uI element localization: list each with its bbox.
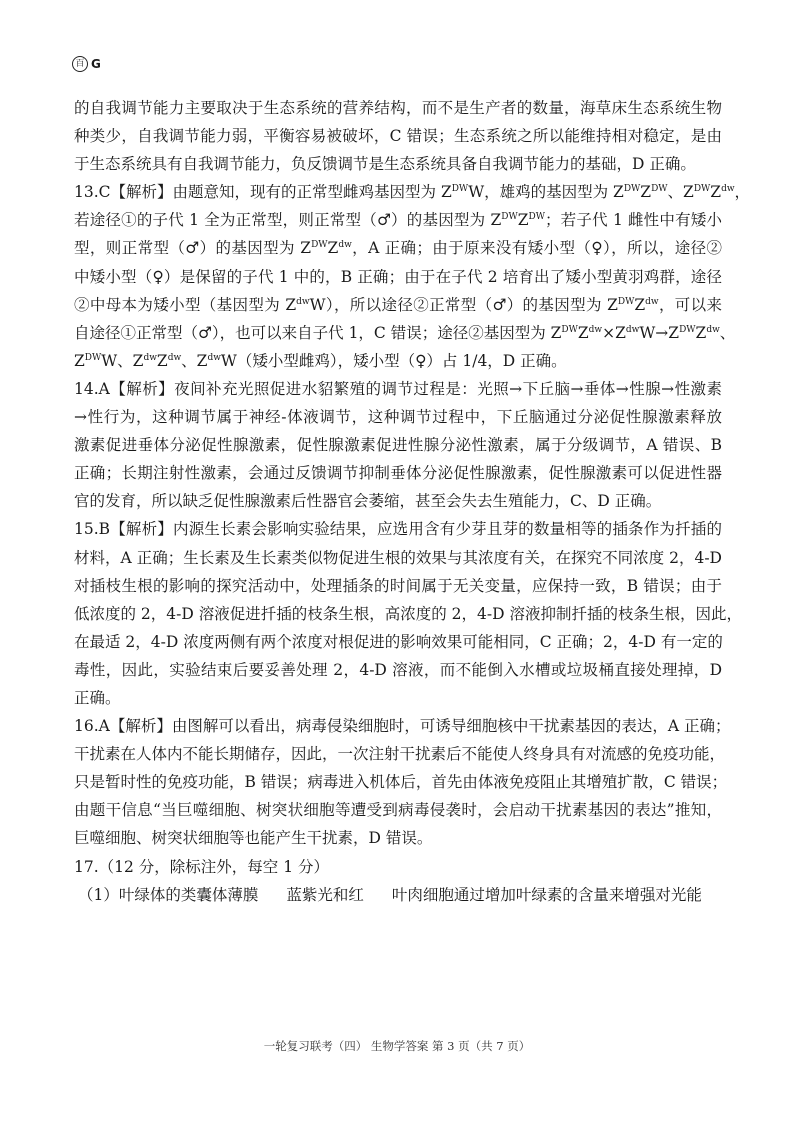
q15-line: 正确。	[74, 688, 121, 707]
q12-line: 于生态系统具有自我调节能力，负反馈调节是生态系统具备自我调节能力的基础，D 正确。	[74, 155, 696, 174]
q17-heading: 17.（12 分，除标注外，每空 1 分）	[74, 857, 330, 876]
q14-line: →性行为，这种调节属于神经-体液调节，这种调节过程中，下丘脑通过分泌促性腺激素释放	[74, 408, 722, 427]
q16-line: 干扰素在人体内不能长期储存，因此，一次注射干扰素后不能使人终身具有对流感的免疫功能，	[74, 745, 726, 764]
answer-content	[74, 94, 751, 909]
q16-line: 只是暂时性的免疫功能，B 错误；病毒进入机体后，首先由体液免疫阻止其增殖扩散，C 错误；	[74, 773, 728, 792]
q14-line: 14.A【解析】夜间补充光照促进水貂繁殖的调节过程是：光照→下丘脑→垂体→性腺→性激素	[74, 379, 722, 398]
q15-line: 低浓度的 2，4-D 溶液促进扦插的枝条生根，高浓度的 2，4-D 溶液抑制扦插的枝条生根，因此，	[74, 604, 742, 623]
q12-line: 的自我调节能力主要取决于生态系统的营养结构，而不是生产者的数量，海草床生态系统生物	[74, 99, 722, 117]
q15-line: 对插枝生根的影响的探究活动中，处理插条的时间属于无关变量，应保持一致，B 错误；由于	[74, 576, 722, 595]
page-footer: 一轮复习联考（四） 生物学答案 第 3 页（共 7 页）	[263, 1039, 531, 1053]
q16-line: 巨噬细胞、树突状细胞等也能产生干扰素，D 错误。	[74, 829, 433, 848]
q15-line: 15.B【解析】内源生长素会影响实验结果，应选用含有少芽且芽的数量相等的插条作为扦插的	[74, 520, 722, 539]
q13-line: 自途径①正常型（♂），也可以来自子代 1，C 错误；途径②基因型为 $Z^{DW}Z^{dw}\times Z^{dw}W\to Z^{DW}Z^{dw}$、	[74, 323, 736, 342]
q14-line: 官的发育，所以缺乏促性腺激素后性器官会萎缩，甚至会失去生殖能力，C、D 正确。	[74, 492, 662, 511]
q13-line: 型，则正常型（♂）的基因型为 $Z^{DW}Z^{dw}$，A 正确；由于原来没有矮小型（♀），所以，途径②	[74, 239, 723, 258]
q14-line: 正确；长期注射性激素，会通过反馈调节抑制垂体分泌促性腺激素，促性腺激素可以促进性器	[74, 464, 722, 483]
q13-line: 若途径①的子代 1 全为正常型，则正常型（♂）的基因型为 $Z^{DW}Z^{DW}$；若子代 1 雌性中有矮小	[74, 211, 722, 230]
q14-line: 激素促进垂体分泌促性腺激素，促性腺激素促进性腺分泌性激素，属于分级调节，A 错误、B	[74, 436, 722, 455]
q13-line: ②中母本为矮小型（基因型为 $Z^{dw}W$），所以途径②正常型（♂）的基因型为 $Z^{DW}Z^{dw}$，可以来	[74, 295, 722, 314]
q12-line: 种类少，自我调节能力弱，平衡容易被破坏，C 错误；生态系统之所以能维持相对稳定，是由	[74, 127, 722, 146]
q15-line: 毒性，因此，实验结束后要妥善处理 2，4-D 溶液，而不能倒入水槽或垃圾桶直接处理掉，D	[74, 660, 722, 679]
logo-circle-char: 百	[72, 56, 88, 72]
brand-logo	[72, 56, 101, 72]
q17-answers	[74, 881, 722, 909]
logo-letter: G	[91, 57, 101, 71]
q15-line: 材料，A 正确；生长素及生长素类似物促进生根的效果与其浓度有关，在探究不同浓度 2，4-D	[74, 548, 722, 567]
q17-answer: （1）叶绿体的类囊体薄膜	[78, 885, 259, 904]
q16-line: 由题干信息“当巨噬细胞、树突状细胞等遭受到病毒侵袭时，会启动干扰素基因的表达”推知，	[74, 801, 722, 820]
q17-answer: 蓝紫光和红	[286, 885, 364, 904]
q15-line: 在最适 2，4-D 浓度两侧有两个浓度对根促进的影响效果可能相同，C 正确；2，4-D 有一定的	[74, 632, 723, 651]
q13-line: $Z^{DW}W$、$Z^{dw}Z^{dw}$、$Z^{dw}W$（矮小型雌鸡），矮小型（♀）占 1/4，D 正确。	[74, 351, 567, 370]
q13-line: 13.C【解析】由题意知，现有的正常型雌鸡基因型为 $Z^{DW}W$，雄鸡的基因型为 $Z^{DW}Z^{DW}$、$Z^{DW}Z^{dw}$，	[74, 183, 751, 202]
q16-line: 16.A【解析】由图解可以看出，病毒侵染细胞时，可诱导细胞核中干扰素基因的表达，A 正确；	[74, 717, 731, 736]
q13-line: 中矮小型（♀）是保留的子代 1 中的，B 正确；由于在子代 2 培育出了矮小型黄羽鸡群，途径	[74, 267, 722, 286]
q17-answer: 叶肉细胞通过增加叶绿素的含量来增强对光能	[391, 885, 702, 904]
